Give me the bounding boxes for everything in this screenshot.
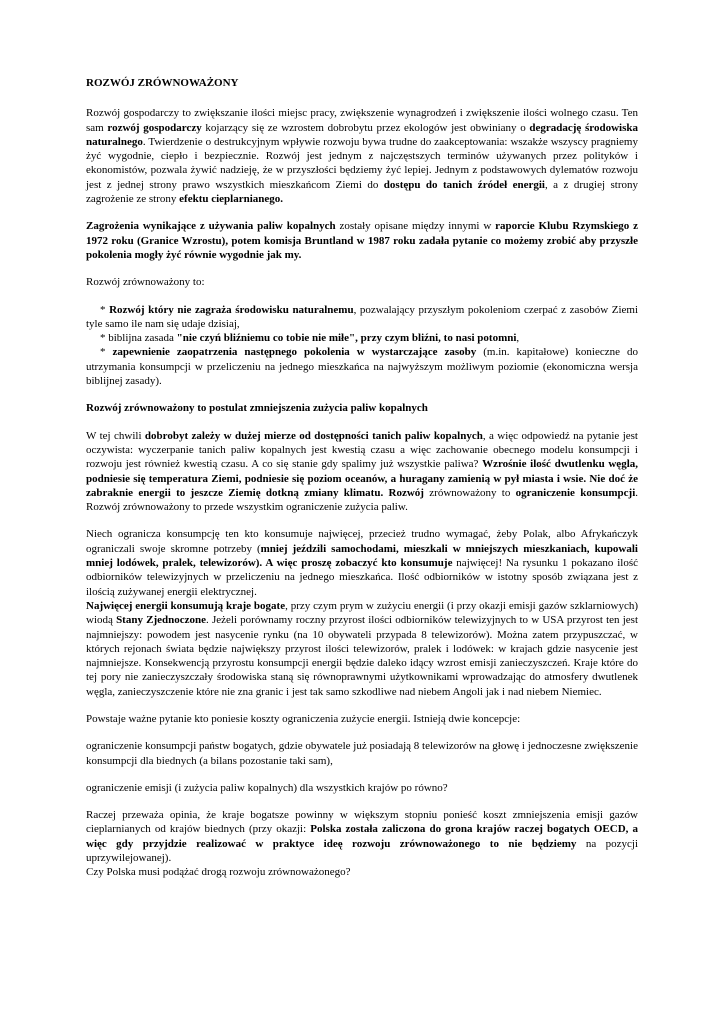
bold-text-run: Polska została zaliczona do grona krajów raczej bogatych OECD, a więc gdy przyjdzie realizować w praktyce ideę rozwoju zrównoważonego to nie będziemy <box>86 823 638 850</box>
text-run: najwięcej! Na rysunku 1 pokazano ilość odbiorników telewizyjnych w przeliczeniu na jednego mieszkańca. Ilość odbiorników w istotny sposób związana jest z ilością zużywanej energii elektrycznej. <box>86 557 639 598</box>
bullet-item-1 <box>86 303 638 332</box>
bold-text-run: dobrobyt zależy w dużej mierze od dostępności tanich paliw kopalnych <box>144 429 483 442</box>
bold-text-run: rozwój gospodarczy <box>107 121 202 134</box>
text-run: * biblijna zasada <box>100 332 177 345</box>
bold-text-run: Najwięcej energii konsumują kraje bogate <box>86 599 286 612</box>
bullet-item-3 <box>86 345 638 388</box>
bold-text-run: dostępu do tanich źródeł energii <box>383 178 545 191</box>
text-run: * <box>100 346 113 359</box>
bold-text-run: ograniczenie konsumpcji <box>515 486 636 499</box>
text-run: * <box>100 303 110 316</box>
paragraph-opinion <box>86 808 638 865</box>
bold-text-run: degradację środowiska naturalnego <box>86 121 638 148</box>
paragraph-consumption <box>86 527 638 598</box>
bold-text-run: Zagrożenia wynikające z używania paliw kopalnych <box>86 220 336 233</box>
bold-text-run: zapewnienie zaopatrzenia następnego pokolenia w wystarczające zasoby <box>112 346 477 359</box>
bold-text-run: raporcie Klubu Rzymskiego z 1972 roku (Granice Wzrostu), potem komisja Bruntland w 1987 roku zadała pytanie co możemy zrobić aby przyszłe pokolenia mogły żyć równie wygodnie jak my. <box>86 220 638 261</box>
bullet-item-2 <box>86 331 638 345</box>
page-title: ROZWÓJ ZRÓWNOWAŻONY <box>86 77 239 89</box>
bold-text-run: Stany Zjednoczone <box>116 614 207 627</box>
bold-text-run: Rozwój który nie zagraża środowisku naturalnemu <box>109 303 354 316</box>
text-run: , pozwalający przyszłym pokoleniom czerpać z zasobów Ziemi tyle samo ile nam się udaje dzisiaj, <box>86 303 638 330</box>
text-run: zrównoważony to <box>423 486 516 499</box>
text-run: . Rozwój zrównoważony to przede wszystkim ograniczenie zużycia paliw. <box>86 486 638 514</box>
text-run: (m.in. kapitałowe) konieczne do utrzymania konsumpcji w przeliczeniu na jednego mieszkańca na najwyższym możliwym poziomie (ekonomiczna wersja biblijnej zasady). <box>86 346 639 388</box>
text-run: , a z drugiej strony zagrożenie ze strony <box>86 178 638 206</box>
text-run: W tej chwili <box>86 429 145 442</box>
text-run: , <box>516 332 520 345</box>
document-page <box>86 76 638 893</box>
paragraph-final-question: Czy Polska musi podążać drogą rozwoju zrównoważonego? <box>86 866 351 879</box>
text-run: kojarzący się ze wzrostem dobrobytu przez ekologów jest obwiniany o <box>201 121 530 134</box>
paragraph-concept-1: ograniczenie konsumpcji państw bogatych, gdzie obywatele już posiadają 8 telewizorów na głowę i jednoczesne zwiększenie konsumpcji dla biednych (a bilans pozostanie taki sam), <box>86 740 638 767</box>
paragraph-intro <box>86 106 638 206</box>
bold-text-run: mniej jeździli samochodami, mieszkali w mniejszych mieszkaniach, kupowali mniej lodówek, pralek, telewizorów). A więc proszę zobaczyć kto konsumuje <box>86 542 638 570</box>
paragraph-concept-2: ograniczenie emisji (i zużycia paliw kopalnych) dla wszystkich krajów po równo? <box>86 781 448 794</box>
text-run: , przy czym prym w zużyciu energii (i przy okazji emisji gazów szklarniowych) wiodą <box>86 599 638 627</box>
text-run: . Twierdzenie o destrukcyjnym wpływie rozwoju bywa trudne do zaakceptowania: wszakże wszyscy pragniemy żyć wygodnie, ciepło i bezpiecznie. Rozwój jest jednym z najczęstszych terminów używanych przez polityków i ekonomistów, pozwala żywić nadzieję, że w przyszłości będziemy żyć lepiej. Jednym z podstawowych dylematów rozwoju jest z jednej strony prawo wszystkich mieszkańcom Ziemi do <box>86 135 638 191</box>
text-run: Niech ogranicza konsumpcję ten kto konsumuje najwięcej, przecież trudno wymagać, żeby Polak, albo Afrykańczyk ograniczali swoje skromne potrzeby ( <box>86 528 638 555</box>
section-heading: Rozwój zrównoważony to postulat zmniejszenia zużycia paliw kopalnych <box>86 402 428 415</box>
bold-text-run: efektu cieplarnianego. <box>179 193 284 206</box>
bold-text-run: "nie czyń bliźniemu co tobie nie miłe", przy czym bliźni, to nasi potomni <box>176 332 517 345</box>
bold-text-run: Wzrośnie ilość dwutlenku węgla, podniesie się temperatura Ziemi, podniesie się poziom oceanów, a huragany zamienią w pył miasta i wsie. Nie doć że zabraknie energii to jeszcze Ziemię dotkną zmiany klimatu. Rozwój <box>86 458 638 499</box>
text-run: na pozycji uprzywilejowanej). <box>86 837 638 865</box>
text-run: . Jeżeli porównamy roczny przyrost ilości odbiorników telewizyjnych to w USA przyrost ten jest najmniejszy: powodem jest nasycenie rynku (na 10 obywateli przypada 8 telewizorów). Można zatem przypuszczać, w których rejonach świata będzie największy przyrost ilości telewizorów, pralek i lodówek: w krajach gdzie nasycenie jest najmniejsze. Konsekwencją przyrostu konsumpcji energii będzie daleko idący wzrost emisji zanieczyszczeń. Kraje które do tej pory nie zanieczyszczały środowiska staną się równoprawnymi użytkownikami wprowadzając do atmosfery dwutlenek węgla, zanieczyszczenie które nie zna granic i jest tak samo szkodliwe nad niebem Angoli jak i nad niebem Niemiec. <box>86 614 639 698</box>
text-run: , a więc odpowiedź na pytanie jest oczywista: wyczerpanie tanich paliw kopalnych jest kwestią czasu a więc zachowanie obecnego modelu konsumpcji i rozwoju jest również kwestią czasu. A co się stanie gdy spalimy już wszystkie paliwa? <box>86 429 638 471</box>
paragraph-threats <box>86 219 638 262</box>
text-run: Raczej przeważa opinia, że kraje bogatsze powinny w większym stopniu ponieść koszt zmniejszenia emisji gazów cieplarnianych od krajów biednych (przy okazji: <box>86 809 638 836</box>
paragraph-definition-lead: Rozwój zrównoważony to: <box>86 276 205 289</box>
paragraph-fossil-fuels <box>86 429 638 515</box>
paragraph-rich-countries <box>86 599 638 699</box>
paragraph-question: Powstaje ważne pytanie kto poniesie koszty ograniczenia zużycie energii. Istnieją dwie koncepcje: <box>86 712 521 725</box>
text-run: zostały opisane między innymi w <box>335 220 496 233</box>
text-run: Rozwój gospodarczy to zwiększanie ilości miejsc pracy, zwiększenie wynagrodzeń i zwiększenie ilości wolnego czasu. Ten sam <box>86 107 638 134</box>
